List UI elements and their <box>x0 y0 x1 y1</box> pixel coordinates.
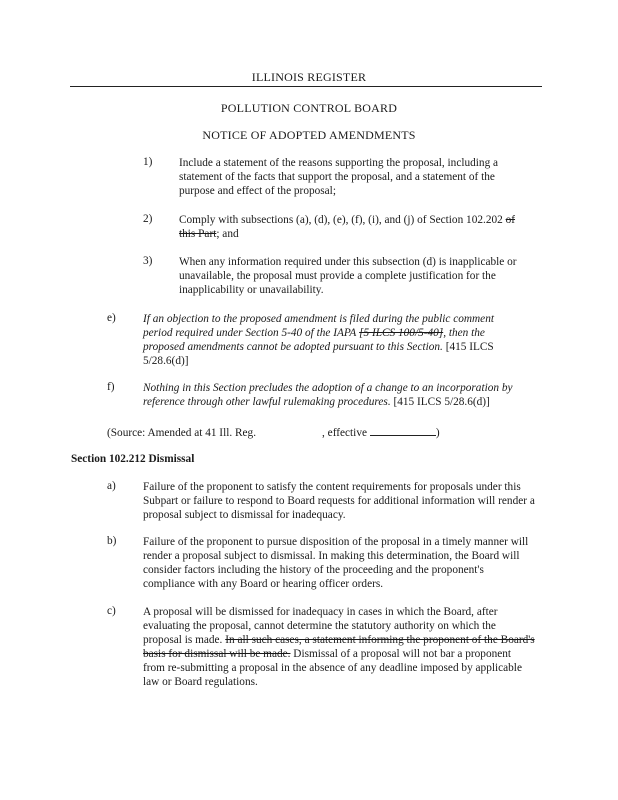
subsection-f-citation: [415 ILCS 5/28.6(d)] <box>393 396 490 408</box>
notice-title: NOTICE OF ADOPTED AMENDMENTS <box>202 128 416 142</box>
subsection-e-label: e) <box>107 312 116 324</box>
item-2-text: Comply with subsections (a), (d), (e), (f), (i), and (j) of Section 102.202 of this Part; and <box>179 214 516 240</box>
board-title: POLLUTION CONTROL BOARD <box>220 101 398 115</box>
subsection-f-label: f) <box>107 381 115 393</box>
section-b-label: b) <box>107 535 117 547</box>
subsection-f-text: Nothing in this Section precludes the adoption of a change to an incorporation by reference through other lawful rulemaking procedures. [415 ILCS 5/28.6(d)] <box>143 382 513 408</box>
section-heading: Section 102.212 Dismissal <box>71 453 195 465</box>
source-line: (Source: Amended at 41 Ill. Reg. , effective ) <box>107 427 440 439</box>
item-1-text: Include a statement of the reasons supporting the proposal, including a statement of the facts that support the proposal, and a statement of the purpose and effect of the proposal; <box>179 157 499 197</box>
item-2-struck-text: of this Part <box>179 214 516 240</box>
item-1-label: 1) <box>143 156 153 168</box>
section-a-text: Failure of the proponent to satisfy the content requirements for proposals under this Subpart or failure to respond to Board requests for additional information will render a proposal subject to dismissal for inadequacy. <box>143 481 535 521</box>
effective-date-blank <box>370 425 436 436</box>
subsection-e-struck-text: [5 ILCS 100/5-40] <box>359 327 444 339</box>
section-c-text: A proposal will be dismissed for inadequacy in cases in which the Board, after evaluating the proposal, cannot determine the statutory authority on which the proposal is made. In all such cases, a statement informing the proponent of the Board's basis for dismissal will be made. Dismissal of a proposal will not bar a proponent from re-submitting a proposal in the absence of any deadline imposed by applicable law or Board regulations. <box>143 606 535 688</box>
register-title: ILLINOIS REGISTER <box>251 70 367 84</box>
section-c-struck-text: In all such cases, a statement informing the proponent of the Board's basis for dismissal will be made. <box>143 634 535 660</box>
section-b-text: Failure of the proponent to pursue disposition of the proposal in a timely manner will render a proposal subject to dismissal. In making this determination, the Board will consider factors including the history of the proceeding and the proponent's compliance with any Board or hearing officer orders. <box>143 536 529 590</box>
subsection-e-citation: [415 ILCS 5/28.6(d)] <box>143 341 494 367</box>
item-2-label: 2) <box>143 213 153 225</box>
item-3-text: When any information required under this subsection (d) is inapplicable or unavailable, the proposal must provide a complete justification for the inapplicability or unavailability. <box>179 256 517 296</box>
subsection-e-text: If an objection to the proposed amendment is filed during the public comment period required under Section 5-40 of the IAPA [5 ILCS 100/5-40], then the proposed amendments cannot be adopted pursuant to this Section. [415 ILCS 5/28.6(d)] <box>143 313 494 367</box>
item-3-label: 3) <box>143 255 153 267</box>
section-a-label: a) <box>107 480 116 492</box>
section-c-label: c) <box>107 605 116 617</box>
header-rule <box>70 86 542 87</box>
